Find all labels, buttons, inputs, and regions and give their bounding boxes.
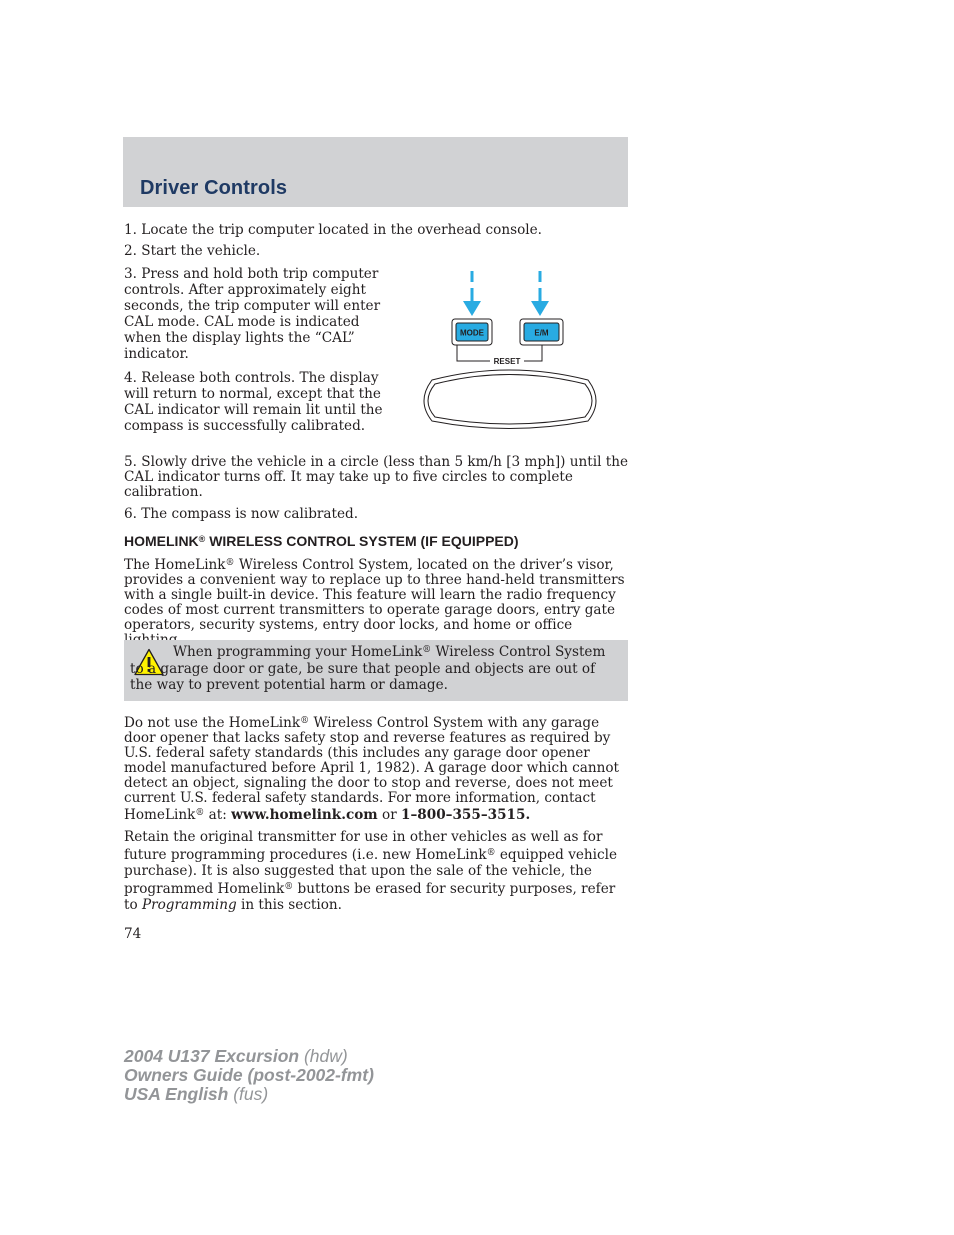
registered-mark: ®: [300, 716, 310, 726]
retain-text-refer: buttons be erased for security purposes, refer to: [124, 881, 616, 913]
homelink-intro-text: The HomeLink: [124, 557, 226, 573]
safety-text-at: at:: [204, 807, 232, 823]
em-button-label: E/M: [534, 328, 549, 338]
warning-text-rest: Wireless Control System to a garage door or gate, be sure that people and objects are out of the way to prevent potential harm or damage.: [130, 644, 606, 693]
footer-model: 2004 U137 Excursion: [124, 1046, 300, 1066]
footer-language: USA English: [124, 1084, 229, 1104]
footer-line-1: [124, 1047, 374, 1066]
retain-text-rest: equipped vehicle purchase). It is also suggested that upon the sale of the vehicle, the programmed Homelink: [124, 847, 618, 897]
warning-text: [130, 642, 620, 694]
retain-text-end: in this section.: [236, 897, 342, 913]
step-1: 1. Locate the trip computer located in the overhead console.: [124, 222, 542, 238]
step-2: 2. Start the vehicle.: [124, 243, 261, 259]
trip-computer-diagram: [416, 268, 602, 430]
safety-paragraph: [124, 714, 628, 823]
em-arrow-icon: [531, 271, 549, 316]
document-footer: [124, 1047, 374, 1104]
safety-text: Do not use the HomeLink: [124, 715, 301, 731]
reset-label: RESET: [493, 357, 521, 366]
safety-text-rest: Wireless Control System with any garage door opener that lacks safety stop and reverse features as required by U.S. federal safety standards (this includes any garage door opener model manufactured before April 1, 1982). A garage door which cannot detect an object, signaling the door to stop and reverse, does not meet current U.S. federal safety standards. For more information, contact HomeLink: [124, 715, 620, 823]
overhead-console-outline: [424, 370, 596, 429]
warning-box: [124, 640, 628, 701]
mode-button-label: MODE: [460, 328, 484, 338]
registered-mark: ®: [225, 558, 235, 568]
step-3: 3. Press and hold both trip computer controls. After approximately eight seconds, the trip computer will enter CAL mode. CAL mode is indicated when the display lights the “CAL” indicator.: [124, 266, 381, 362]
page-number: 74: [124, 926, 142, 942]
registered-mark: ®: [284, 882, 294, 892]
homelink-website: www.homelink.com: [231, 807, 378, 823]
mode-arrow-icon: [463, 271, 481, 316]
step-5: 5. Slowly drive the vehicle in a circle (less than 5 km/h [3 mph]) until the CAL indicator turns off. It may take up to five circles to complete calibration.: [124, 454, 629, 500]
section-title: Driver Controls: [140, 177, 288, 199]
footer-guide: Owners Guide (post-2002-fmt): [124, 1065, 374, 1085]
homelink-heading-text: HOMELINK: [124, 533, 199, 549]
registered-mark: ®: [195, 808, 205, 818]
step-6: 6. The compass is now calibrated.: [124, 506, 359, 522]
homelink-intro-text-rest: Wireless Control System, located on the driver’s visor, provides a convenient way to replace up to three hand-held transmitters with a single built-in device. This feature will learn the radio frequency codes of most current transmitters to operate garage doors, entry gate operators, security systems, entry door locks, and home or office: [124, 557, 625, 633]
mode-button: [452, 319, 492, 345]
retain-paragraph: [124, 829, 628, 913]
programming-reference: Programming: [141, 897, 237, 913]
section-header: [123, 137, 628, 207]
registered-mark: ®: [486, 848, 496, 858]
footer-model-code: (hdw): [299, 1046, 348, 1066]
step-4: 4. Release both controls. The display will return to normal, except that the CAL indicator will remain lit until the compass is successfully calibrated.: [124, 370, 383, 434]
safety-text-or: or: [377, 807, 402, 823]
footer-line-3: [124, 1085, 374, 1104]
homelink-phone: 1–800–355–3515.: [401, 807, 531, 823]
warning-text-part: When programming your HomeLink: [173, 644, 423, 660]
em-button: [520, 319, 563, 345]
homelink-heading-text-rest: WIRELESS CONTROL SYSTEM (IF EQUIPPED): [205, 533, 519, 549]
reset-bracket: [457, 345, 542, 366]
homelink-heading: [124, 533, 519, 549]
registered-mark: ®: [422, 645, 432, 655]
footer-language-code: (fus): [228, 1084, 269, 1104]
registered-mark: ®: [198, 534, 206, 544]
footer-line-2: [124, 1066, 374, 1085]
retain-text: Retain the original transmitter for use in other vehicles as well as for future programming procedures (i.e. new HomeLink: [124, 829, 603, 863]
homelink-intro: [124, 556, 628, 648]
